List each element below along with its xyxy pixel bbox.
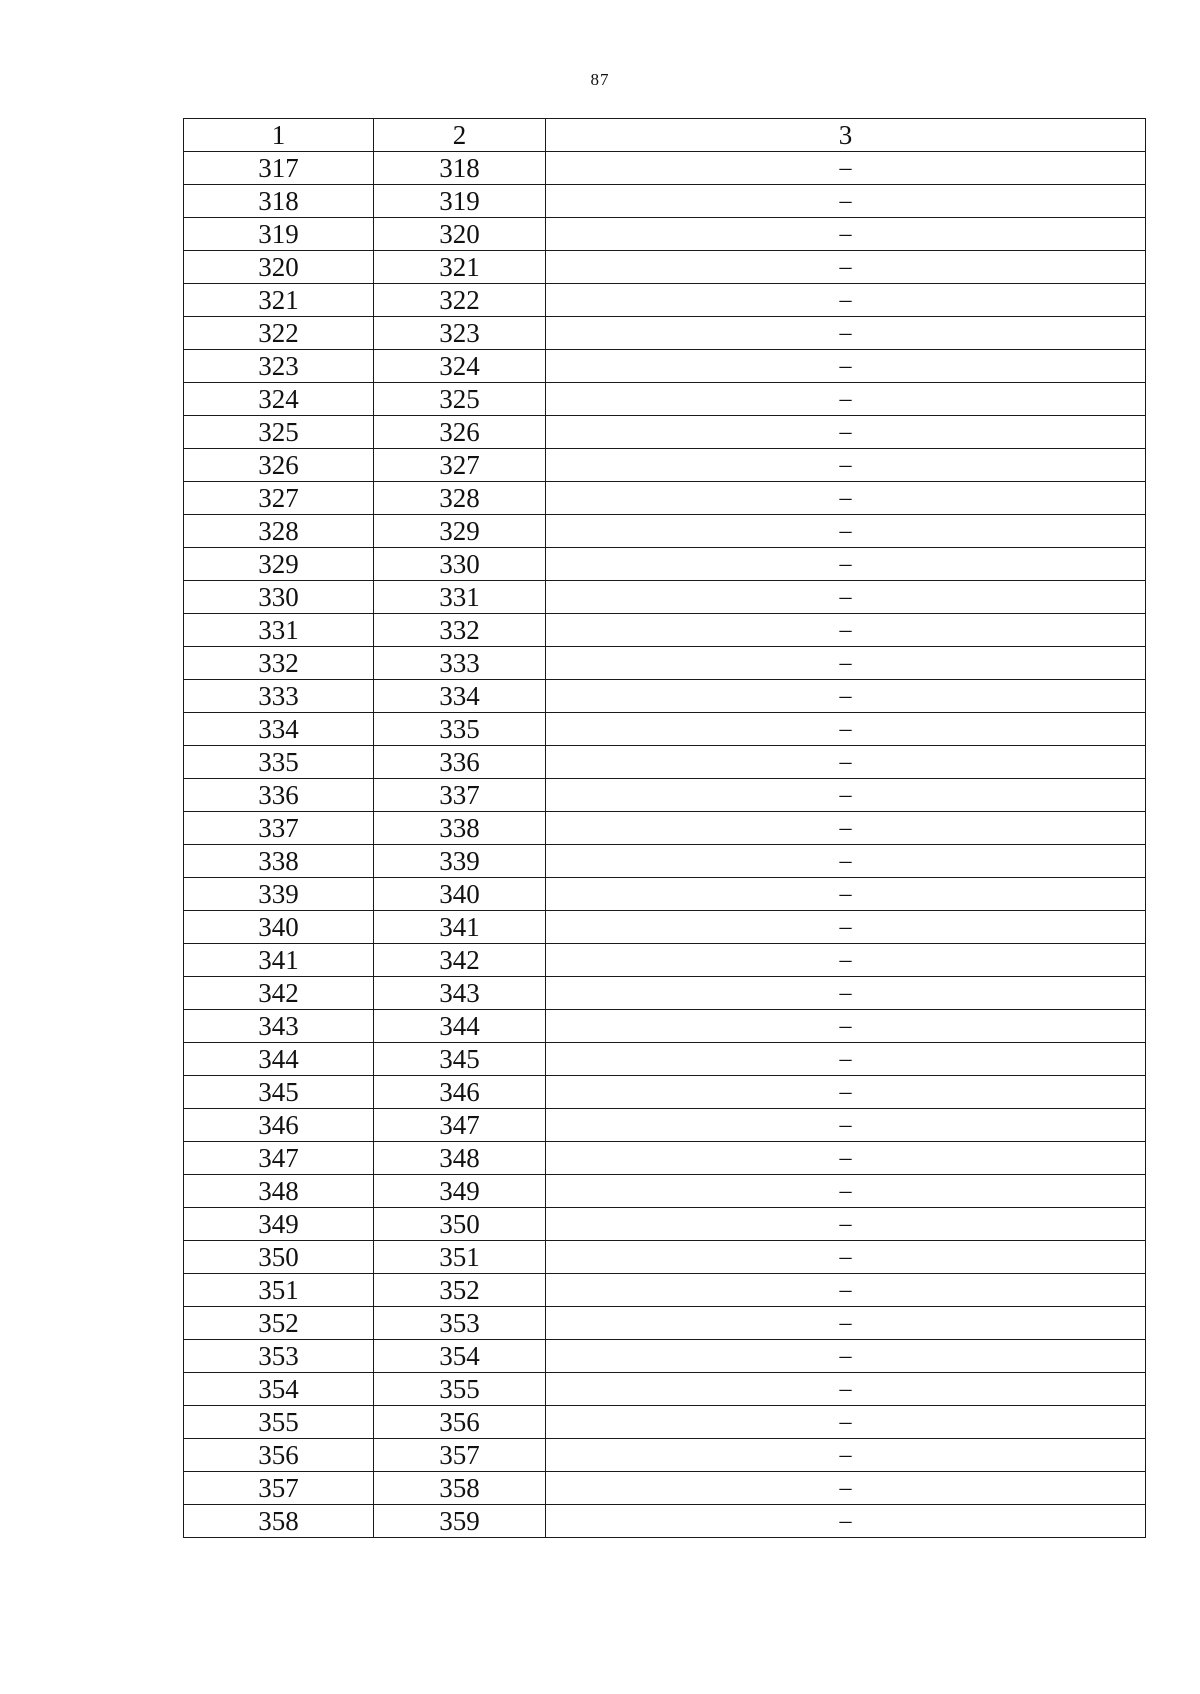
- table-cell-col-2: 342: [374, 944, 546, 977]
- table-row: [184, 251, 1146, 284]
- table-cell-col-3: –: [546, 779, 1146, 812]
- table-row: [184, 185, 1146, 218]
- table-cell-col-1: 358: [184, 1505, 374, 1538]
- table-row: [184, 1505, 1146, 1538]
- table-cell-col-3: –: [546, 383, 1146, 416]
- table-row: [184, 1307, 1146, 1340]
- table-cell-col-2: 319: [374, 185, 546, 218]
- table-cell-col-3: –: [546, 746, 1146, 779]
- table-cell-col-2: 358: [374, 1472, 546, 1505]
- table-cell-col-3: –: [546, 515, 1146, 548]
- table-cell-col-1: 354: [184, 1373, 374, 1406]
- table-cell-col-3: –: [546, 878, 1146, 911]
- table-row: [184, 614, 1146, 647]
- table-cell-col-3: –: [546, 1043, 1146, 1076]
- table-cell-col-1: 329: [184, 548, 374, 581]
- table-cell-col-1: 347: [184, 1142, 374, 1175]
- table-cell-col-3: –: [546, 1208, 1146, 1241]
- table-row: [184, 1472, 1146, 1505]
- table-cell-col-1: 348: [184, 1175, 374, 1208]
- table-row: [184, 1340, 1146, 1373]
- table-cell-col-3: –: [546, 647, 1146, 680]
- table-row: [184, 977, 1146, 1010]
- table-cell-col-3: –: [546, 185, 1146, 218]
- table-cell-col-3: –: [546, 1010, 1146, 1043]
- table-row: [184, 482, 1146, 515]
- table-cell-col-2: 321: [374, 251, 546, 284]
- table-row: [184, 1109, 1146, 1142]
- table-row: [184, 944, 1146, 977]
- table-row: [184, 218, 1146, 251]
- table-cell-col-1: 355: [184, 1406, 374, 1439]
- table-cell-col-3: –: [546, 944, 1146, 977]
- table-row: [184, 449, 1146, 482]
- table-row: [184, 911, 1146, 944]
- table-cell-col-2: 357: [374, 1439, 546, 1472]
- table-cell-col-2: 331: [374, 581, 546, 614]
- table-row: [184, 845, 1146, 878]
- table-cell-col-3: –: [546, 812, 1146, 845]
- table-cell-col-3: –: [546, 416, 1146, 449]
- table-header: [184, 119, 1146, 152]
- table-row: [184, 1142, 1146, 1175]
- table-cell-col-3: –: [546, 218, 1146, 251]
- table-row: [184, 383, 1146, 416]
- table-cell-col-1: 340: [184, 911, 374, 944]
- table-cell-col-3: –: [546, 548, 1146, 581]
- table-cell-col-1: 332: [184, 647, 374, 680]
- table-cell-col-1: 344: [184, 1043, 374, 1076]
- header-cell-col-3: 3: [546, 119, 1146, 152]
- table-cell-col-2: 348: [374, 1142, 546, 1175]
- table-cell-col-2: 339: [374, 845, 546, 878]
- table-cell-col-1: 349: [184, 1208, 374, 1241]
- table-cell-col-1: 320: [184, 251, 374, 284]
- table-row: [184, 680, 1146, 713]
- table-cell-col-3: –: [546, 350, 1146, 383]
- table-cell-col-3: –: [546, 977, 1146, 1010]
- table-row: [184, 416, 1146, 449]
- table-cell-col-3: –: [546, 1472, 1146, 1505]
- table-cell-col-3: –: [546, 284, 1146, 317]
- table-cell-col-1: 322: [184, 317, 374, 350]
- table-cell-col-2: 326: [374, 416, 546, 449]
- table-cell-col-1: 351: [184, 1274, 374, 1307]
- table-cell-col-1: 336: [184, 779, 374, 812]
- table-cell-col-2: 323: [374, 317, 546, 350]
- table-cell-col-3: –: [546, 317, 1146, 350]
- table-row: [184, 647, 1146, 680]
- table-row: [184, 515, 1146, 548]
- table-row: [184, 1010, 1146, 1043]
- table-cell-col-1: 356: [184, 1439, 374, 1472]
- table-cell-col-2: 325: [374, 383, 546, 416]
- table-cell-col-1: 339: [184, 878, 374, 911]
- table-cell-col-1: 330: [184, 581, 374, 614]
- table-cell-col-3: –: [546, 614, 1146, 647]
- header-row: [184, 119, 1146, 152]
- table-cell-col-3: –: [546, 1142, 1146, 1175]
- table-cell-col-3: –: [546, 449, 1146, 482]
- table-row: [184, 1406, 1146, 1439]
- table-cell-col-3: –: [546, 482, 1146, 515]
- table-cell-col-2: 335: [374, 713, 546, 746]
- header-cell-col-2: 2: [374, 119, 546, 152]
- table-cell-col-2: 356: [374, 1406, 546, 1439]
- table-row: [184, 1241, 1146, 1274]
- table-row: [184, 152, 1146, 185]
- table-cell-col-3: –: [546, 1439, 1146, 1472]
- table-row: [184, 1043, 1146, 1076]
- table-cell-col-1: 321: [184, 284, 374, 317]
- table-cell-col-1: 346: [184, 1109, 374, 1142]
- table-row: [184, 548, 1146, 581]
- table-cell-col-1: 353: [184, 1340, 374, 1373]
- table-cell-col-2: 345: [374, 1043, 546, 1076]
- table-row: [184, 317, 1146, 350]
- table-cell-col-2: 332: [374, 614, 546, 647]
- table-cell-col-2: 355: [374, 1373, 546, 1406]
- table-cell-col-3: –: [546, 152, 1146, 185]
- table-row: [184, 746, 1146, 779]
- table-cell-col-3: –: [546, 1241, 1146, 1274]
- table-row: [184, 1439, 1146, 1472]
- table-cell-col-2: 349: [374, 1175, 546, 1208]
- table-row: [184, 1175, 1146, 1208]
- table-cell-col-3: –: [546, 1406, 1146, 1439]
- table-cell-col-3: –: [546, 1076, 1146, 1109]
- table-cell-col-1: 350: [184, 1241, 374, 1274]
- table-cell-col-2: 336: [374, 746, 546, 779]
- table-cell-col-2: 329: [374, 515, 546, 548]
- table-cell-col-3: –: [546, 581, 1146, 614]
- table-cell-col-1: 357: [184, 1472, 374, 1505]
- table-cell-col-2: 318: [374, 152, 546, 185]
- table-cell-col-1: 317: [184, 152, 374, 185]
- table-cell-col-2: 351: [374, 1241, 546, 1274]
- table-cell-col-2: 346: [374, 1076, 546, 1109]
- table-row: [184, 779, 1146, 812]
- table-cell-col-1: 338: [184, 845, 374, 878]
- table-row: [184, 1208, 1146, 1241]
- table-cell-col-2: 341: [374, 911, 546, 944]
- table-cell-col-1: 326: [184, 449, 374, 482]
- table-cell-col-1: 328: [184, 515, 374, 548]
- table-cell-col-1: 323: [184, 350, 374, 383]
- table-row: [184, 284, 1146, 317]
- table-cell-col-1: 334: [184, 713, 374, 746]
- table-cell-col-3: –: [546, 1274, 1146, 1307]
- table-cell-col-2: 354: [374, 1340, 546, 1373]
- table-cell-col-2: 328: [374, 482, 546, 515]
- table-cell-col-1: 318: [184, 185, 374, 218]
- table-cell-col-1: 331: [184, 614, 374, 647]
- table-cell-col-2: 343: [374, 977, 546, 1010]
- table-cell-col-2: 324: [374, 350, 546, 383]
- table-cell-col-2: 350: [374, 1208, 546, 1241]
- table-cell-col-2: 359: [374, 1505, 546, 1538]
- table-cell-col-2: 337: [374, 779, 546, 812]
- data-table: [183, 118, 1146, 1538]
- table-cell-col-1: 342: [184, 977, 374, 1010]
- table-cell-col-2: 330: [374, 548, 546, 581]
- table-cell-col-2: 320: [374, 218, 546, 251]
- table-cell-col-2: 352: [374, 1274, 546, 1307]
- table-row: [184, 1274, 1146, 1307]
- table-cell-col-1: 324: [184, 383, 374, 416]
- table-row: [184, 878, 1146, 911]
- table-cell-col-1: 319: [184, 218, 374, 251]
- table-cell-col-3: –: [546, 1505, 1146, 1538]
- table-cell-col-2: 322: [374, 284, 546, 317]
- page-number: 87: [590, 70, 610, 89]
- header-cell-col-1: 1: [184, 119, 374, 152]
- table-cell-col-3: –: [546, 713, 1146, 746]
- table-row: [184, 581, 1146, 614]
- table-cell-col-1: 341: [184, 944, 374, 977]
- table-cell-col-2: 333: [374, 647, 546, 680]
- table-cell-col-1: 333: [184, 680, 374, 713]
- table-cell-col-1: 327: [184, 482, 374, 515]
- table-cell-col-2: 327: [374, 449, 546, 482]
- table-cell-col-3: –: [546, 911, 1146, 944]
- table-cell-col-2: 344: [374, 1010, 546, 1043]
- table-row: [184, 350, 1146, 383]
- table-row: [184, 713, 1146, 746]
- table-cell-col-2: 338: [374, 812, 546, 845]
- table-cell-col-1: 337: [184, 812, 374, 845]
- table-cell-col-1: 345: [184, 1076, 374, 1109]
- table-cell-col-1: 325: [184, 416, 374, 449]
- table-cell-col-2: 340: [374, 878, 546, 911]
- table-row: [184, 1076, 1146, 1109]
- table-cell-col-3: –: [546, 1373, 1146, 1406]
- table-cell-col-2: 353: [374, 1307, 546, 1340]
- table-cell-col-3: –: [546, 1307, 1146, 1340]
- table-cell-col-1: 343: [184, 1010, 374, 1043]
- table-cell-col-2: 334: [374, 680, 546, 713]
- table-cell-col-3: –: [546, 1340, 1146, 1373]
- table-body: [184, 152, 1146, 1538]
- table-cell-col-2: 347: [374, 1109, 546, 1142]
- table-cell-col-3: –: [546, 1109, 1146, 1142]
- table-cell-col-3: –: [546, 1175, 1146, 1208]
- table-cell-col-1: 335: [184, 746, 374, 779]
- table-row: [184, 1373, 1146, 1406]
- table-cell-col-1: 352: [184, 1307, 374, 1340]
- table-cell-col-3: –: [546, 845, 1146, 878]
- table-row: [184, 812, 1146, 845]
- table-cell-col-3: –: [546, 251, 1146, 284]
- table-cell-col-3: –: [546, 680, 1146, 713]
